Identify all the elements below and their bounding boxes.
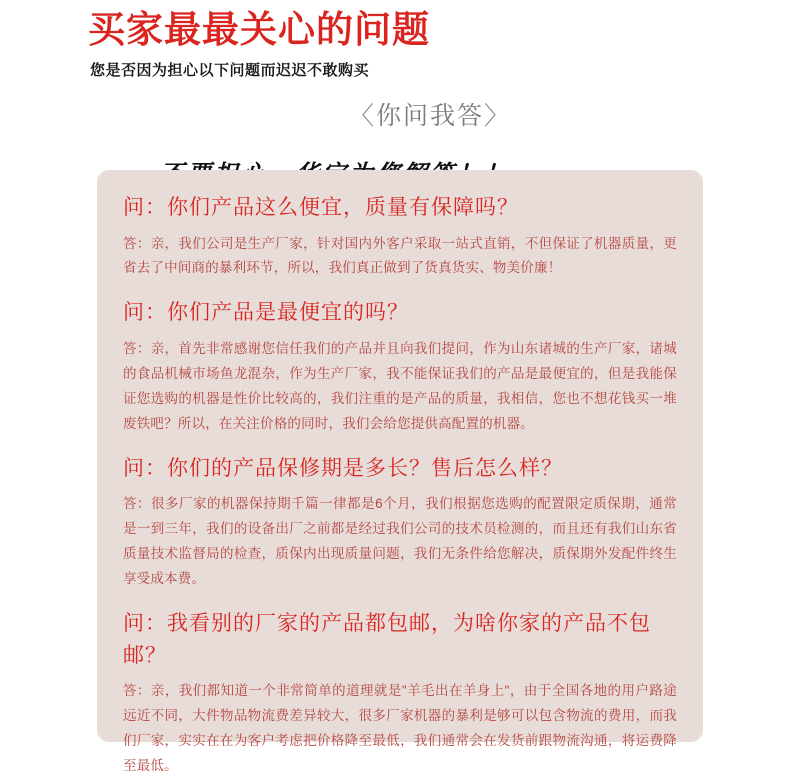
page-header — [0, 0, 800, 80]
qa-item — [123, 453, 677, 592]
page-title: 买家最最关心的问题 — [88, 10, 430, 51]
answer-text: 答：很多厂家的机器保持期千篇一律都是6个月，我们根据您选购的配置限定质保期，通常是一到三年，我们的设备出厂之前都是经过我们公司的技术员检测的，而且还有我们山东省质量技术监督局的检查，质保内出现质量问题，我们无条件给您解决，质保期外发配件终生享受成本费。 — [123, 496, 677, 587]
qa-panel — [97, 170, 703, 774]
qa-mark-label: 〈你问我答〉 — [348, 102, 511, 130]
page-subtitle: 您是否因为担心以下问题而迟迟不敢购买 — [90, 62, 370, 79]
answer-text: 答：亲，首先非常感谢您信任我们的产品并且向我们提问，作为山东诸城的生产厂家，诸城的食品机械市场鱼龙混杂，作为生产厂家，我不能保证我们的产品是最便宜的，但是我能保证您选购的机器是性价比较高的，我们注重的是产品的质量，我相信，您也不想花钱买一堆废铁吧？所以，在关注价格的同时，我们会给您提供高配置的机器。 — [123, 340, 677, 431]
question-text: 问：我看别的厂家的产品都包邮，为啥你家的产品不包邮？ — [123, 611, 651, 667]
answer-text: 答：亲，我们都知道一个非常简单的道理就是"羊毛出在羊身上"，由于全国各地的用户路途远近不同，大件物品物流费差异较大，很多厂家机器的暴利是够可以包含物流的费用，而我们厂家，实实在在为客户考虑把价格降至最低，我们通常会在发货前跟物流沟通，将运费降至最低。 — [123, 683, 677, 774]
question-text: 问：你们产品这么便宜，质量有保障吗？ — [123, 195, 519, 219]
qa-item — [123, 192, 677, 281]
qa-item — [123, 608, 677, 779]
question-text: 问：你们的产品保修期是多长？售后怎么样？ — [123, 455, 563, 480]
qa-item — [123, 297, 677, 436]
answer-text: 答：亲，我们公司是生产厂家，针对国内外客户采取一站式直销，不但保证了机器质量，更省去了中间商的暴利环节，所以，我们真正做到了货真货实、物美价廉！ — [123, 235, 677, 276]
question-text: 问：你们产品是最便宜的吗？ — [123, 300, 409, 325]
